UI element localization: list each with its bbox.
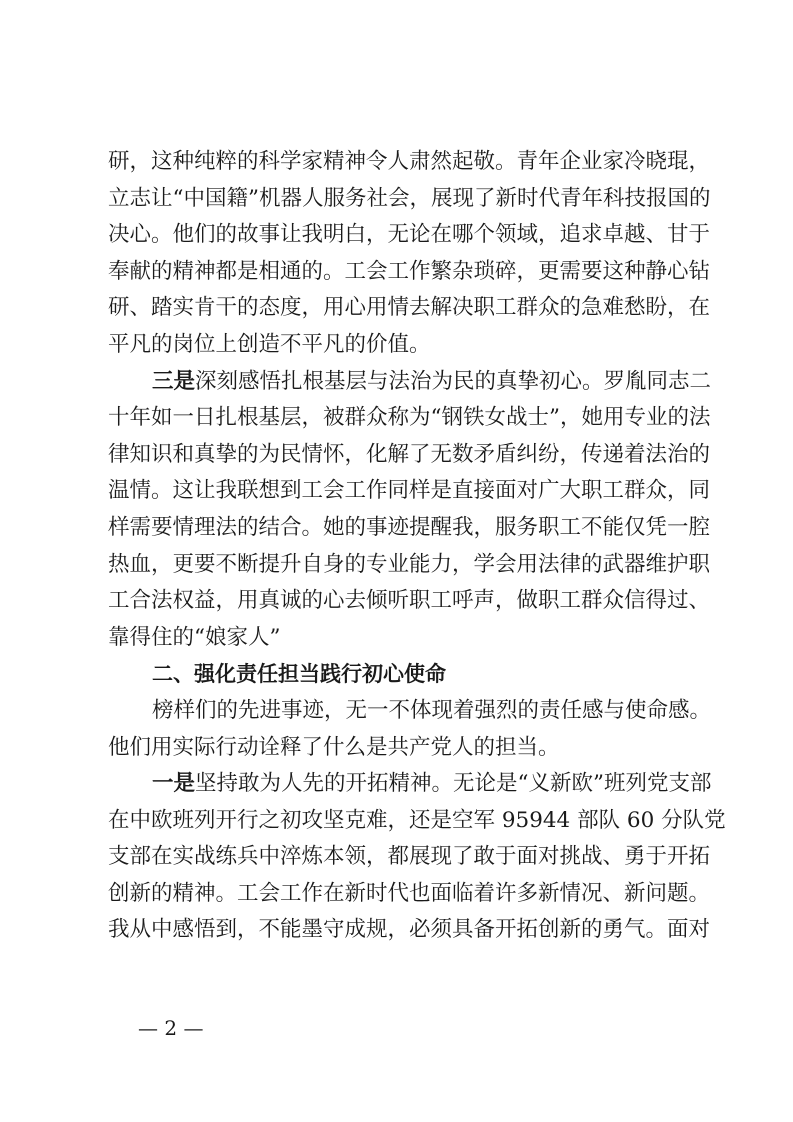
paragraph [108,144,711,364]
paragraph [108,693,712,766]
text-line [108,766,712,803]
text-line [108,217,711,254]
line-text: 研、踏实肯干的态度，用心用情去解决职工群众的急难愁盼，在 [108,295,711,321]
text-line [108,473,711,510]
line-text: 我从中感悟到，不能墨守成规，必须具备开拓创新的勇气。面对 [108,917,711,943]
line-text: 奉献的精神都是相通的。工会工作繁杂琐碎，更需要这种静心钻 [108,258,711,284]
line-text: 在中欧班列开行之初攻坚克难，还是空军 95944 部队 60 分队党 [108,807,726,833]
line-text: 创新的精神。工会工作在新时代也面临着许多新情况、新问题。 [108,880,711,906]
text-line [108,803,726,840]
text-line [108,620,700,657]
line-text: 靠得住的“娘家人” [108,624,281,650]
text-line [108,400,711,437]
text-line [108,290,711,327]
text-line [108,839,711,876]
line-text: 十年如一日扎根基层，被群众称为“钢铁女战士”，她用专业的法 [108,405,711,431]
lead-phrase: 一是 [152,771,196,797]
text-line [108,510,711,547]
line-text: 律知识和真挚的为民情怀，化解了无数矛盾纠纷，传递着法治的 [108,441,711,467]
text-line [108,254,711,291]
text-line [108,693,712,730]
line-text: 二、强化责任担当践行初心使命 [152,662,446,687]
line-text: 榜样们的先进事迹，无一不体现着强烈的责任感与使命感。 [152,697,712,723]
heading-text [108,656,700,693]
line-text: 他们用实际行动诠释了什么是共产党人的担当。 [108,734,560,760]
text-line [108,364,712,401]
line-text: 坚持敢为人先的开拓精神。无论是“义新欧”班列党支部 [195,771,712,797]
paragraph [108,766,726,949]
text-line [108,181,711,218]
line-text: 温情。这让我联想到工会工作同样是直接面对广大职工群众，同 [108,478,711,504]
text-line [108,876,711,913]
text-line [108,547,711,584]
text-line [108,327,700,364]
text-line [108,437,711,474]
text-line [108,583,711,620]
line-text: 样需要情理法的结合。她的事迹提醒我，服务职工不能仅凭一腔 [108,514,711,540]
line-text: 决心。他们的故事让我明白，无论在哪个领域，追求卓越、甘于 [108,222,711,248]
lead-phrase: 三是 [152,368,196,394]
text-line [108,912,711,949]
line-text: 支部在实战练兵中淬炼本领，都展现了敢于面对挑战、勇于开拓 [108,844,711,870]
line-text: 热血，更要不断提升自身的专业能力，学会用法律的武器维护职 [108,551,711,577]
document-body [108,144,726,949]
paragraph [108,364,712,657]
line-text: 深刻感悟扎根基层与法治为民的真挚初心。罗胤同志二 [195,368,712,394]
line-text: 工合法权益，用真诚的心去倾听职工呼声，做职工群众信得过、 [108,588,711,614]
text-line [108,144,711,181]
section-heading [108,656,700,693]
line-text: 研，这种纯粹的科学家精神令人肃然起敬。青年企业家冷晓琨， [108,149,711,174]
text-line [108,730,700,767]
line-text: 立志让“中国籍”机器人服务社会，展现了新时代青年科技报国的 [108,185,711,211]
line-text: 平凡的岗位上创造不平凡的价值。 [108,331,431,357]
page-number: — 2 — [138,1016,204,1040]
